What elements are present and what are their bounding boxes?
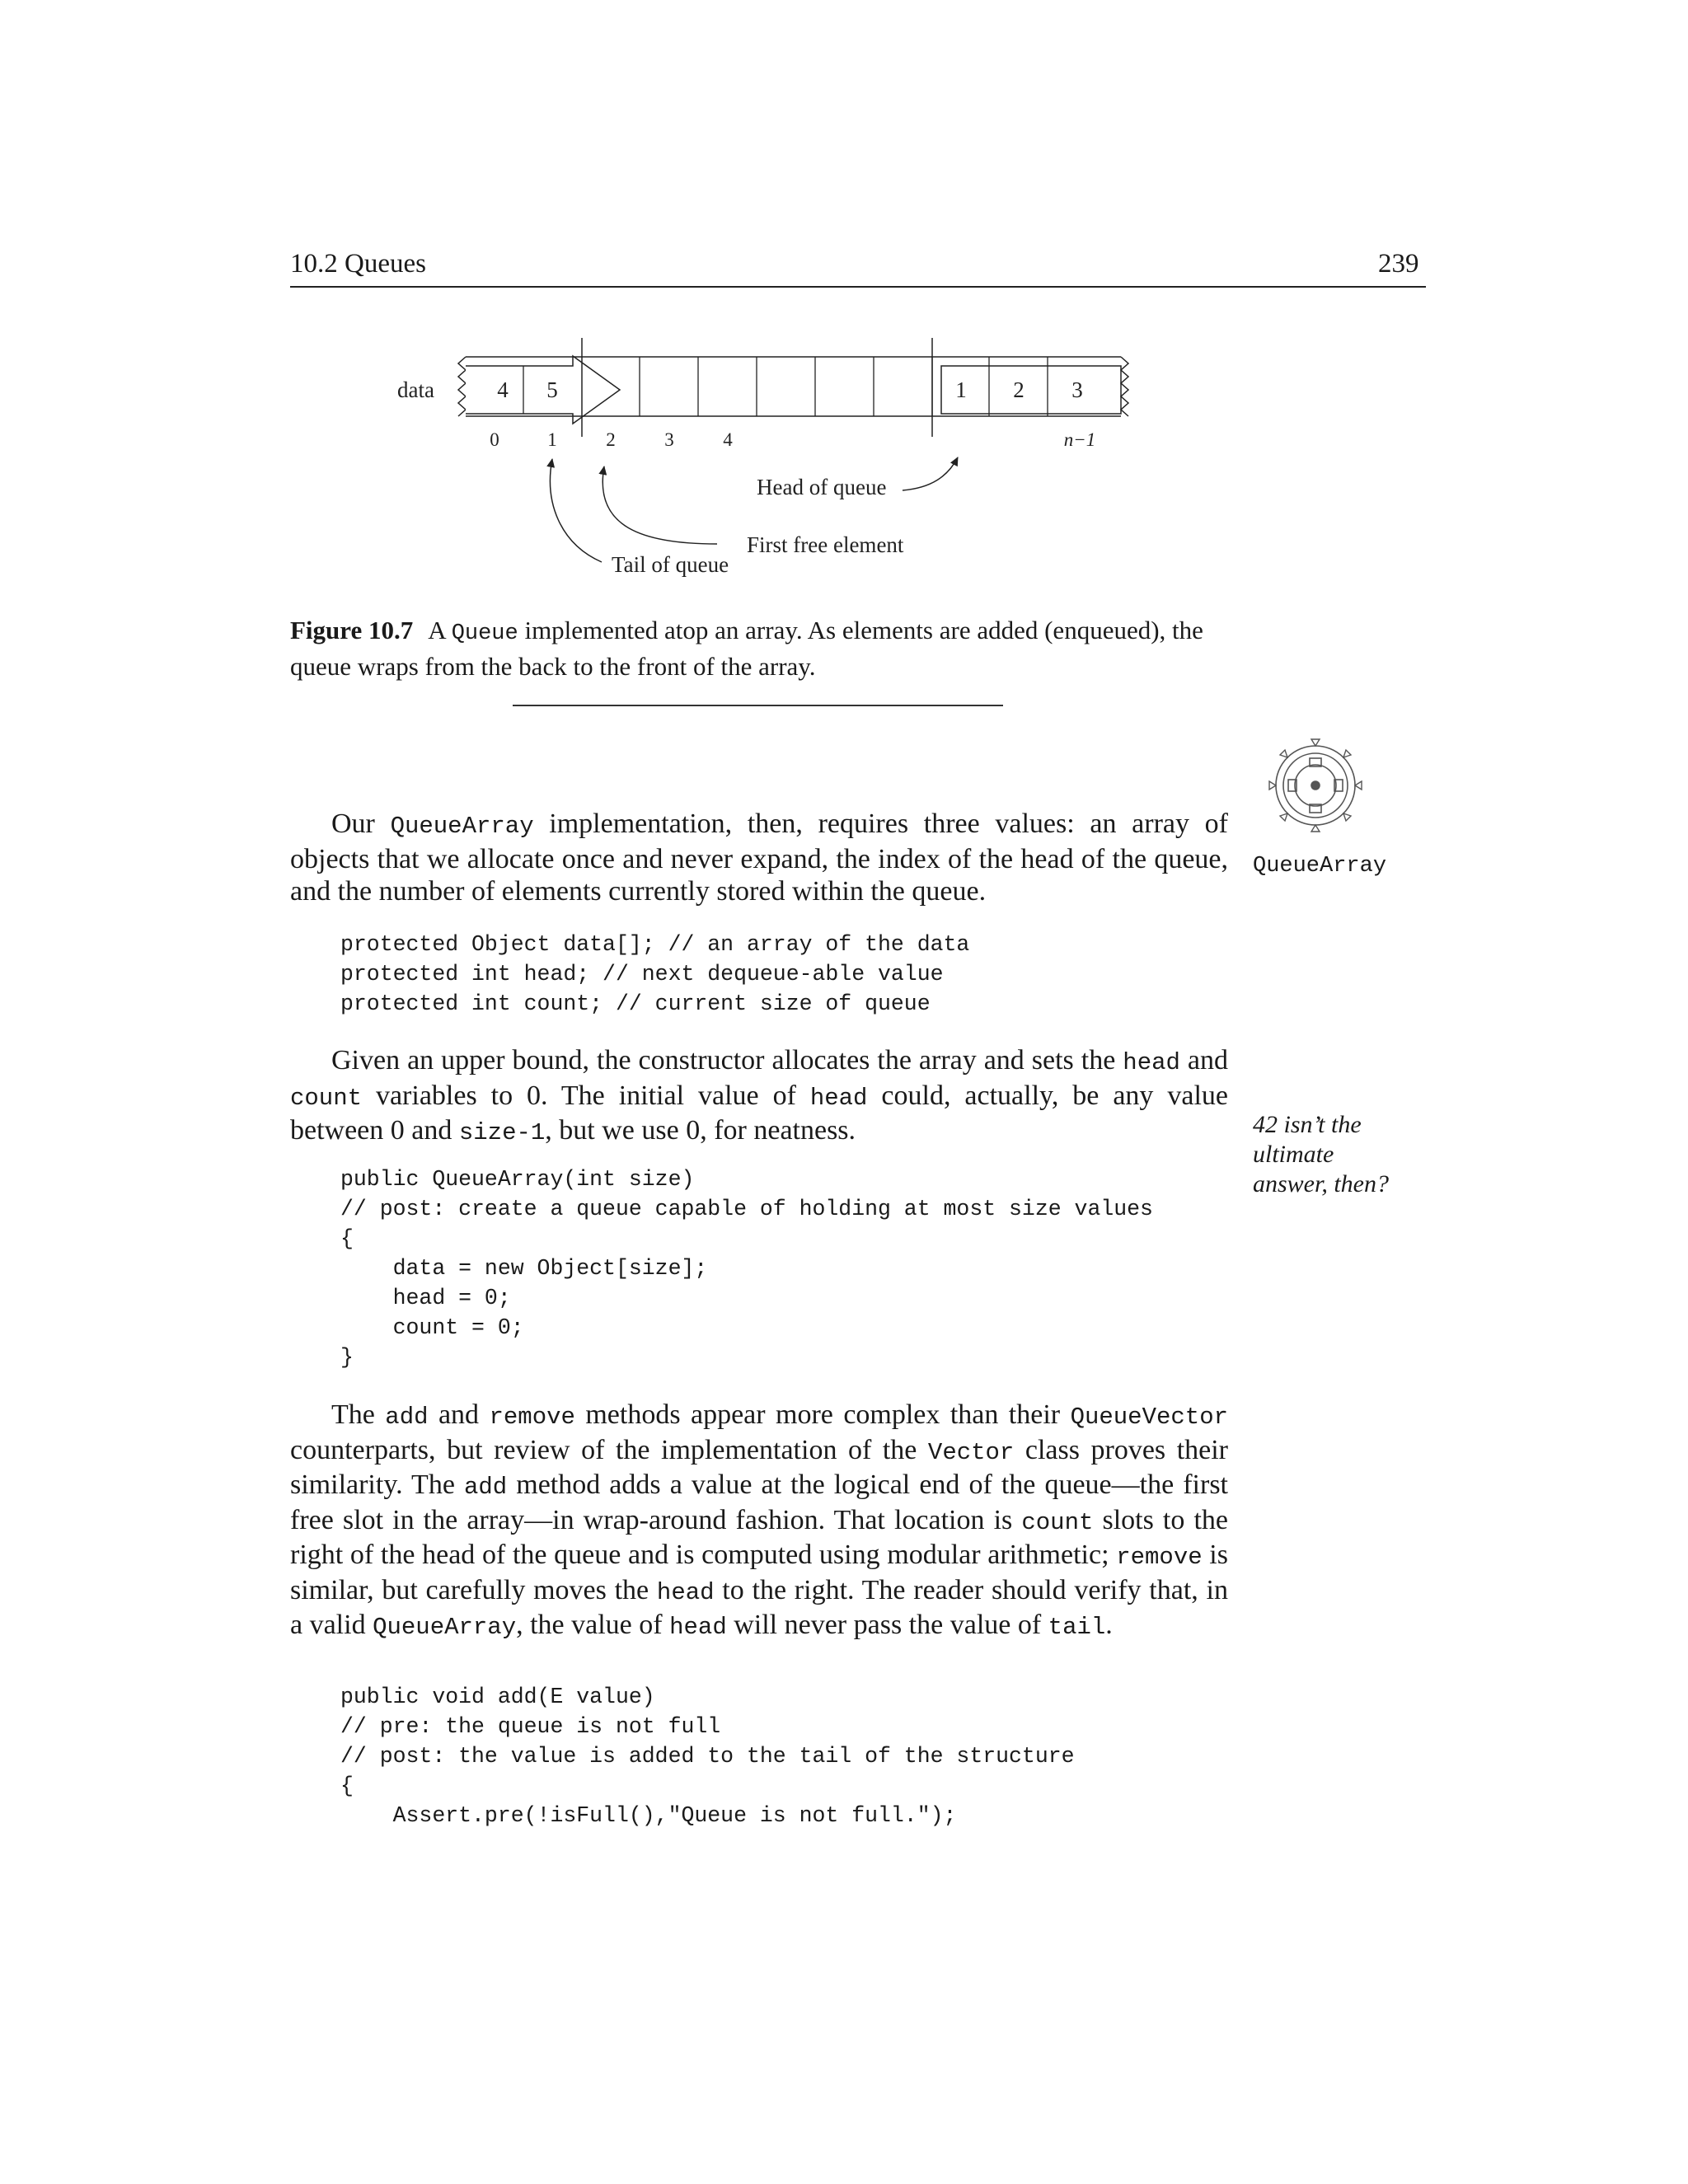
- index-label: 1: [547, 429, 557, 450]
- right-wrap-zigzag: [1121, 357, 1128, 416]
- figure-caption: [290, 614, 1230, 683]
- queue-array-figure: [0, 0, 1688, 626]
- index-label: 4: [723, 429, 733, 450]
- cell-value: 3: [1071, 377, 1083, 402]
- code-block-add-method: public void add(E value) // pre: the queue is not full // post: the value is added to the tail of the structure { Assert.pre(!isFull(),"Queue is not full.");: [340, 1685, 1075, 1828]
- head-arrow: [903, 457, 958, 490]
- cell-value: 5: [546, 377, 558, 402]
- margin-label-queuearray: QueueArray: [1253, 854, 1387, 879]
- array-label: data: [397, 377, 434, 402]
- index-label-last: n−1: [1063, 429, 1096, 450]
- caption-text: A: [428, 616, 452, 644]
- cell-value: 4: [497, 377, 509, 402]
- caption-code: Queue: [451, 621, 518, 646]
- head-of-queue-label: Head of queue: [757, 475, 887, 499]
- cell-value: 2: [1013, 377, 1025, 402]
- first-free-label: First free element: [747, 532, 904, 557]
- tail-arrow: [551, 459, 603, 562]
- first-free-arrow: [603, 466, 717, 544]
- index-label: 2: [606, 429, 616, 450]
- index-label: 3: [664, 429, 674, 450]
- code-block-fields: protected Object data[]; // an array of the data protected int head; // next dequeue-able value protected int count; // current size of queue: [340, 932, 970, 1016]
- paragraph-1: Our QueueArray implementation, then, requires three values: an array of objects that we allocate once and never expand, the index of the head of the queue, and the number of elements currently stored within the queue.: [290, 808, 1228, 907]
- left-wrap-zigzag: [458, 357, 466, 416]
- caption-text: implemented atop an array. As elements are added (enqueued), the queue wraps from the back to the front of the array.: [290, 616, 1203, 681]
- tail-of-queue-label: Tail of queue: [612, 552, 729, 577]
- margin-note: 42 isn’t the ultimate answer, then?: [1253, 1111, 1389, 1197]
- index-label: 0: [490, 429, 499, 450]
- cell-value: 1: [955, 377, 967, 402]
- head-region: [941, 366, 1121, 414]
- paragraph-2: Given an upper bound, the constructor allocates the array and sets the head and count variables to 0. The initial value of head could, actually, be any value between 0 and size-1, but we use 0, for neatness.: [290, 1045, 1228, 1146]
- paragraph-3: The add and remove methods appear more complex than their QueueVector counterparts, but review of the implementation of the Vector class proves their similarity. The add method adds a value at the logical end of the queue—the first free slot in the array—in wrap-around fashion. That location is count slots to the right of the head of the queue and is computed using modular arithmetic; remove is similar, but carefully moves the head to the right. The reader should verify that, in a valid QueueArray, the value of head will never pass the value of tail.: [290, 1399, 1229, 1641]
- caption-rule: [513, 705, 1003, 706]
- gear-icon: [1265, 735, 1366, 836]
- code-block-constructor: public QueueArray(int size) // post: create a queue capable of holding at most size values { data = new Object[size]; head = 0; count = 0; }: [340, 1167, 1153, 1370]
- tail-arrow-shape: [466, 356, 620, 424]
- running-head: 10.2 Queues: [290, 249, 426, 279]
- figure-label: Figure 10.7: [290, 616, 414, 644]
- page-number: 239: [1378, 249, 1419, 279]
